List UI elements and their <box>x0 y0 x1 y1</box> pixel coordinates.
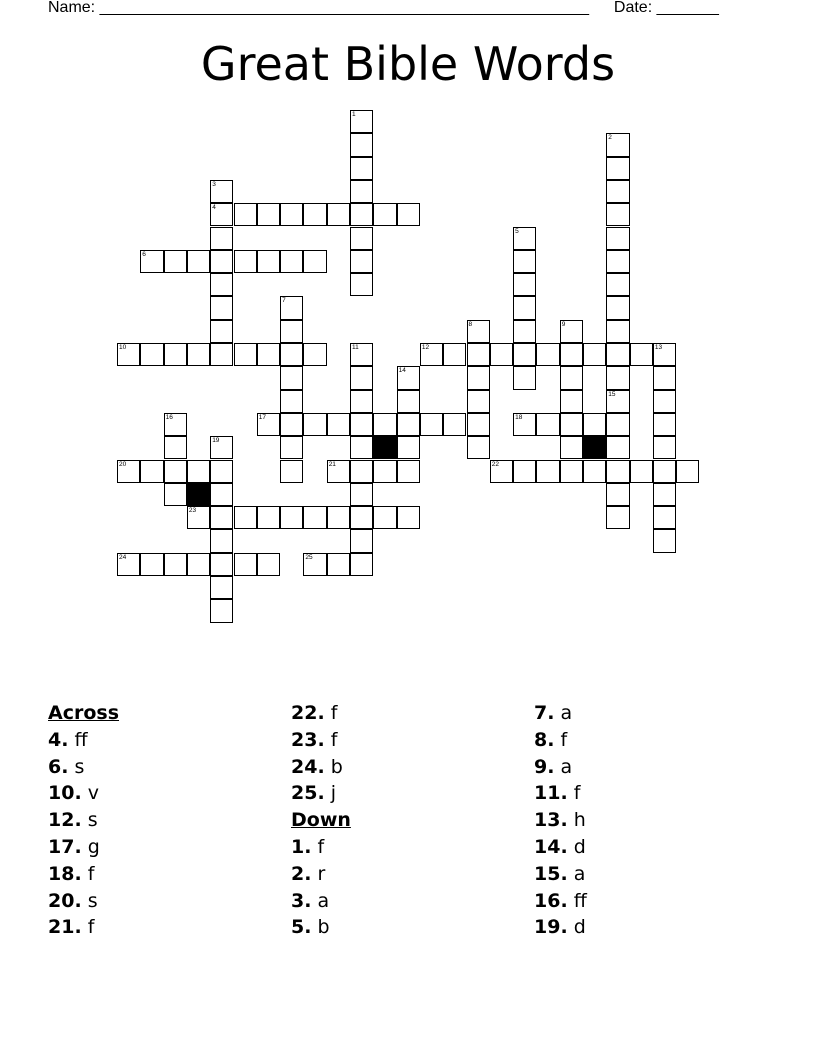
grid-cell[interactable] <box>467 366 490 389</box>
grid-cell[interactable] <box>397 413 420 436</box>
grid-cell[interactable] <box>327 553 350 576</box>
grid-cell[interactable] <box>606 436 629 459</box>
grid-cell[interactable] <box>234 506 257 529</box>
grid-cell[interactable] <box>420 343 443 366</box>
grid-cell[interactable] <box>164 413 187 436</box>
heading-label: Down <box>291 809 351 832</box>
clue-number: 20 <box>119 460 127 468</box>
clue-number: 3 <box>212 180 216 188</box>
grid-cell[interactable] <box>210 320 233 343</box>
grid-cell[interactable] <box>653 436 676 459</box>
clue-number: 6 <box>142 250 146 258</box>
grid-cell[interactable] <box>606 320 629 343</box>
clue-number-label: 6. <box>48 755 69 778</box>
grid-cell[interactable] <box>140 553 163 576</box>
grid-cell[interactable] <box>164 250 187 273</box>
grid-cell[interactable] <box>560 320 583 343</box>
grid-cell[interactable] <box>210 599 233 622</box>
grid-cell[interactable] <box>210 180 233 203</box>
clue-column-1 <box>48 700 288 941</box>
grid-cell[interactable] <box>583 460 606 483</box>
grid-cell[interactable] <box>257 553 280 576</box>
grid-cell[interactable] <box>350 436 373 459</box>
grid-cell[interactable] <box>350 390 373 413</box>
grid-cell[interactable] <box>653 529 676 552</box>
clue-number-label: 13. <box>534 809 568 832</box>
grid-cell[interactable] <box>467 320 490 343</box>
grid-cell[interactable] <box>606 180 629 203</box>
clue-number-label: 12. <box>48 809 82 832</box>
grid-cell[interactable] <box>303 203 326 226</box>
grid-cell[interactable] <box>653 506 676 529</box>
grid-cell[interactable] <box>210 529 233 552</box>
grid-cell[interactable] <box>257 506 280 529</box>
clue-item <box>534 888 774 915</box>
grid-cell[interactable] <box>164 343 187 366</box>
clue-item <box>48 834 288 861</box>
clue-text: v <box>81 782 99 805</box>
grid-cell[interactable] <box>373 413 396 436</box>
grid-cell[interactable] <box>350 157 373 180</box>
clue-number: 13 <box>654 344 663 351</box>
clue-text: ff <box>68 728 88 751</box>
grid-cell[interactable] <box>210 227 233 250</box>
grid-cell[interactable] <box>513 413 536 436</box>
black-square <box>583 436 606 459</box>
grid-cell[interactable] <box>280 506 303 529</box>
grid-cell[interactable] <box>210 203 233 226</box>
clue-number-label: 17. <box>48 835 82 858</box>
grid-cell[interactable] <box>327 506 350 529</box>
grid-cell[interactable] <box>653 366 676 389</box>
clue-number: 7 <box>282 297 286 305</box>
grid-cell[interactable] <box>303 506 326 529</box>
grid-cell[interactable] <box>350 460 373 483</box>
clue-number: 11 <box>352 344 359 351</box>
clue-number-label: 25. <box>291 782 325 805</box>
clue-item <box>291 834 531 861</box>
black-square <box>187 483 210 506</box>
grid-cell[interactable] <box>303 250 326 273</box>
date-label: Date: <box>613 0 653 16</box>
clue-number-label: 21. <box>48 916 82 939</box>
clue-number: 24 <box>119 553 127 561</box>
grid-cell[interactable] <box>350 180 373 203</box>
clue-number: 18 <box>515 413 523 421</box>
grid-cell[interactable] <box>467 413 490 436</box>
grid-cell[interactable] <box>280 460 303 483</box>
clue-text: s <box>68 755 85 778</box>
grid-cell[interactable] <box>560 390 583 413</box>
grid-cell[interactable] <box>350 227 373 250</box>
grid-cell[interactable] <box>606 227 629 250</box>
grid-cell[interactable] <box>443 343 466 366</box>
grid-cell[interactable] <box>560 366 583 389</box>
grid-cell[interactable] <box>117 553 140 576</box>
clue-number: 15 <box>608 390 616 398</box>
clue-item <box>291 754 531 781</box>
grid-cell[interactable] <box>280 296 303 319</box>
grid-cell[interactable] <box>257 203 280 226</box>
grid-cell[interactable] <box>467 390 490 413</box>
date-blank[interactable]: _______ <box>656 0 719 16</box>
clue-item <box>291 727 531 754</box>
black-square <box>373 436 396 459</box>
clue-number-label: 20. <box>48 889 82 912</box>
clue-number: 22 <box>491 460 500 468</box>
clue-text: a <box>554 702 573 724</box>
grid-cell[interactable] <box>606 413 629 436</box>
grid-cell[interactable] <box>560 460 583 483</box>
grid-cell[interactable] <box>234 553 257 576</box>
clue-item <box>291 700 531 727</box>
grid-cell[interactable] <box>397 436 420 459</box>
grid-cell[interactable] <box>606 273 629 296</box>
clue-number-label: 15. <box>534 862 568 885</box>
clue-number-label: 1. <box>291 835 312 858</box>
clue-number: 5 <box>515 227 519 235</box>
grid-cell[interactable] <box>443 413 466 436</box>
clue-column-3 <box>534 700 774 941</box>
grid-cell[interactable] <box>210 460 233 483</box>
clue-number-label: 10. <box>48 782 82 805</box>
grid-cell[interactable] <box>606 366 629 389</box>
grid-cell[interactable] <box>164 460 187 483</box>
grid-cell[interactable] <box>280 343 303 366</box>
grid-cell[interactable] <box>210 343 233 366</box>
grid-cell[interactable] <box>280 413 303 436</box>
clue-number: 8 <box>468 320 473 328</box>
grid-cell[interactable] <box>257 413 280 436</box>
clue-item <box>534 780 774 807</box>
clue-number: 25 <box>305 553 313 561</box>
clue-text: s <box>81 889 98 912</box>
grid-cell[interactable] <box>420 413 443 436</box>
clue-number: 12 <box>421 344 430 351</box>
clue-item <box>48 727 288 754</box>
grid-cell[interactable] <box>210 250 233 273</box>
clue-number-label: 14. <box>534 835 568 858</box>
grid-cell[interactable] <box>397 203 420 226</box>
grid-cell[interactable] <box>513 366 536 389</box>
grid-cell[interactable] <box>490 460 513 483</box>
grid-cell[interactable] <box>397 366 420 389</box>
grid-cell[interactable] <box>280 203 303 226</box>
grid-cell[interactable] <box>350 529 373 552</box>
grid-cell[interactable] <box>490 343 513 366</box>
clue-number-label: 16. <box>534 889 568 912</box>
grid-cell[interactable] <box>513 460 536 483</box>
grid-cell[interactable] <box>606 133 629 156</box>
grid-cell[interactable] <box>630 343 653 366</box>
clue-text: f <box>554 728 568 751</box>
grid-cell[interactable] <box>513 296 536 319</box>
grid-cell[interactable] <box>303 343 326 366</box>
grid-cell[interactable] <box>653 413 676 436</box>
heading-label: Across <box>48 702 120 724</box>
grid-cell[interactable] <box>583 343 606 366</box>
clue-heading-across <box>48 700 288 727</box>
grid-cell[interactable] <box>513 227 536 250</box>
grid-cell[interactable] <box>210 436 233 459</box>
clue-number-label: 18. <box>48 862 82 885</box>
clue-number: 19 <box>212 437 220 445</box>
grid-cell[interactable] <box>350 250 373 273</box>
clue-item <box>291 914 531 941</box>
grid-cell[interactable] <box>303 553 326 576</box>
clue-text: g <box>81 835 100 858</box>
grid-cell[interactable] <box>117 343 140 366</box>
clue-number-label: 23. <box>291 728 325 751</box>
clue-text: d <box>567 835 586 858</box>
grid-cell[interactable] <box>280 436 303 459</box>
clue-column-2 <box>291 700 531 941</box>
puzzle-title: Great Bible Words <box>200 37 616 91</box>
clue-text: d <box>567 916 586 939</box>
clue-text: a <box>311 889 330 912</box>
grid-cell[interactable] <box>606 296 629 319</box>
grid-cell[interactable] <box>373 460 396 483</box>
grid-cell[interactable] <box>210 296 233 319</box>
clue-number-label: 7. <box>534 702 555 724</box>
grid-cell[interactable] <box>303 413 326 436</box>
grid-cell[interactable] <box>257 250 280 273</box>
grid-cell[interactable] <box>140 460 163 483</box>
grid-cell[interactable] <box>513 343 536 366</box>
grid-cell[interactable] <box>583 413 606 436</box>
grid-cell[interactable] <box>630 460 653 483</box>
clue-text: f <box>81 916 95 939</box>
clue-item <box>534 861 774 888</box>
grid-cell[interactable] <box>350 203 373 226</box>
grid-cell[interactable] <box>350 413 373 436</box>
grid-cell[interactable] <box>560 343 583 366</box>
clue-item <box>534 727 774 754</box>
grid-cell[interactable] <box>187 460 210 483</box>
grid-cell[interactable] <box>234 343 257 366</box>
clue-item <box>48 914 288 941</box>
grid-cell[interactable] <box>397 460 420 483</box>
clue-number: 21 <box>328 460 336 468</box>
grid-cell[interactable] <box>606 506 629 529</box>
clue-item <box>48 861 288 888</box>
clue-item <box>291 888 531 915</box>
clue-item <box>534 754 774 781</box>
grid-cell[interactable] <box>234 203 257 226</box>
grid-cell[interactable] <box>164 436 187 459</box>
clue-number-label: 5. <box>291 916 312 939</box>
grid-cell[interactable] <box>140 250 163 273</box>
grid-cell[interactable] <box>187 553 210 576</box>
grid-cell[interactable] <box>327 203 350 226</box>
clue-number-label: 3. <box>291 889 312 912</box>
clue-number: 10 <box>119 344 127 351</box>
grid-cell[interactable] <box>397 506 420 529</box>
grid-cell[interactable] <box>210 553 233 576</box>
grid-cell[interactable] <box>560 413 583 436</box>
clue-text: a <box>554 755 573 778</box>
clue-item <box>291 861 531 888</box>
clue-number: 17 <box>258 413 267 421</box>
grid-cell[interactable] <box>606 157 629 180</box>
grid-cell[interactable] <box>653 460 676 483</box>
clue-number-label: 22. <box>291 702 325 724</box>
grid-cell[interactable] <box>513 273 536 296</box>
grid-cell[interactable] <box>187 343 210 366</box>
clue-text: b <box>324 755 343 778</box>
grid-cell[interactable] <box>164 483 187 506</box>
grid-cell[interactable] <box>536 460 559 483</box>
grid-cell[interactable] <box>350 343 373 366</box>
grid-cell[interactable] <box>187 506 210 529</box>
clue-item <box>48 888 288 915</box>
clue-item <box>534 834 774 861</box>
grid-cell[interactable] <box>513 250 536 273</box>
grid-cell[interactable] <box>187 250 210 273</box>
grid-cell[interactable] <box>350 506 373 529</box>
clue-text: j <box>324 782 336 805</box>
grid-cell[interactable] <box>210 576 233 599</box>
grid-cell[interactable] <box>350 110 373 133</box>
grid-cell[interactable] <box>210 483 233 506</box>
grid-cell[interactable] <box>536 343 559 366</box>
grid-cell[interactable] <box>210 273 233 296</box>
grid-cell[interactable] <box>350 483 373 506</box>
clue-number-label: 8. <box>534 728 555 751</box>
grid-cell[interactable] <box>606 390 629 413</box>
grid-cell[interactable] <box>606 250 629 273</box>
grid-cell[interactable] <box>280 250 303 273</box>
clue-text: f <box>324 702 338 724</box>
grid-cell[interactable] <box>606 203 629 226</box>
grid-cell[interactable] <box>397 390 420 413</box>
clue-number: 16 <box>165 413 173 421</box>
clue-item <box>48 807 288 834</box>
grid-cell[interactable] <box>467 436 490 459</box>
clue-number: 2 <box>608 134 612 142</box>
grid-cell[interactable] <box>280 366 303 389</box>
clue-number-label: 2. <box>291 862 312 885</box>
clue-number: 1 <box>352 111 356 118</box>
grid-cell[interactable] <box>210 506 233 529</box>
grid-cell[interactable] <box>676 460 699 483</box>
grid-cell[interactable] <box>513 320 536 343</box>
clue-item <box>534 807 774 834</box>
grid-cell[interactable] <box>373 203 396 226</box>
clue-item <box>48 754 288 781</box>
clue-text: f <box>81 862 95 885</box>
clue-number: 23 <box>188 507 197 515</box>
grid-cell[interactable] <box>327 413 350 436</box>
clue-number: 4 <box>212 204 216 212</box>
name-blank[interactable]: _______________________________________________________ <box>99 0 589 16</box>
grid-cell[interactable] <box>606 343 629 366</box>
grid-cell[interactable] <box>280 320 303 343</box>
clue-number-label: 9. <box>534 755 555 778</box>
clue-text: f <box>324 728 338 751</box>
clue-text: ff <box>567 889 587 912</box>
grid-cell[interactable] <box>350 553 373 576</box>
clue-text: r <box>311 862 326 885</box>
clue-item <box>534 914 774 941</box>
grid-cell[interactable] <box>234 250 257 273</box>
clue-number-label: 19. <box>534 916 568 939</box>
grid-cell[interactable] <box>140 343 163 366</box>
clue-number-label: 24. <box>291 755 325 778</box>
grid-cell[interactable] <box>653 343 676 366</box>
clue-item <box>291 780 531 807</box>
grid-cell[interactable] <box>164 553 187 576</box>
grid-cell[interactable] <box>560 436 583 459</box>
grid-cell[interactable] <box>373 506 396 529</box>
clue-text: h <box>567 809 586 832</box>
clue-heading-down <box>291 807 531 834</box>
clue-item <box>48 780 288 807</box>
grid-cell[interactable] <box>117 460 140 483</box>
grid-cell[interactable] <box>536 413 559 436</box>
grid-cell[interactable] <box>606 483 629 506</box>
grid-cell[interactable] <box>280 390 303 413</box>
clue-number: 9 <box>561 320 566 328</box>
grid-cell[interactable] <box>350 273 373 296</box>
grid-cell[interactable] <box>327 460 350 483</box>
name-label: Name: <box>48 0 96 16</box>
grid-cell[interactable] <box>653 390 676 413</box>
grid-cell[interactable] <box>653 483 676 506</box>
clue-text: b <box>311 916 330 939</box>
clue-text: s <box>81 809 98 832</box>
clue-text: f <box>567 782 581 805</box>
grid-cell[interactable] <box>257 343 280 366</box>
clue-number: 14 <box>398 367 406 375</box>
clue-text: f <box>311 835 325 858</box>
grid-cell[interactable] <box>467 343 490 366</box>
grid-cell[interactable] <box>606 460 629 483</box>
grid-cell[interactable] <box>350 366 373 389</box>
clue-number-label: 11. <box>534 782 568 805</box>
grid-cell[interactable] <box>350 133 373 156</box>
clue-number-label: 4. <box>48 728 69 751</box>
clue-item <box>534 700 774 727</box>
clue-text: a <box>567 862 586 885</box>
